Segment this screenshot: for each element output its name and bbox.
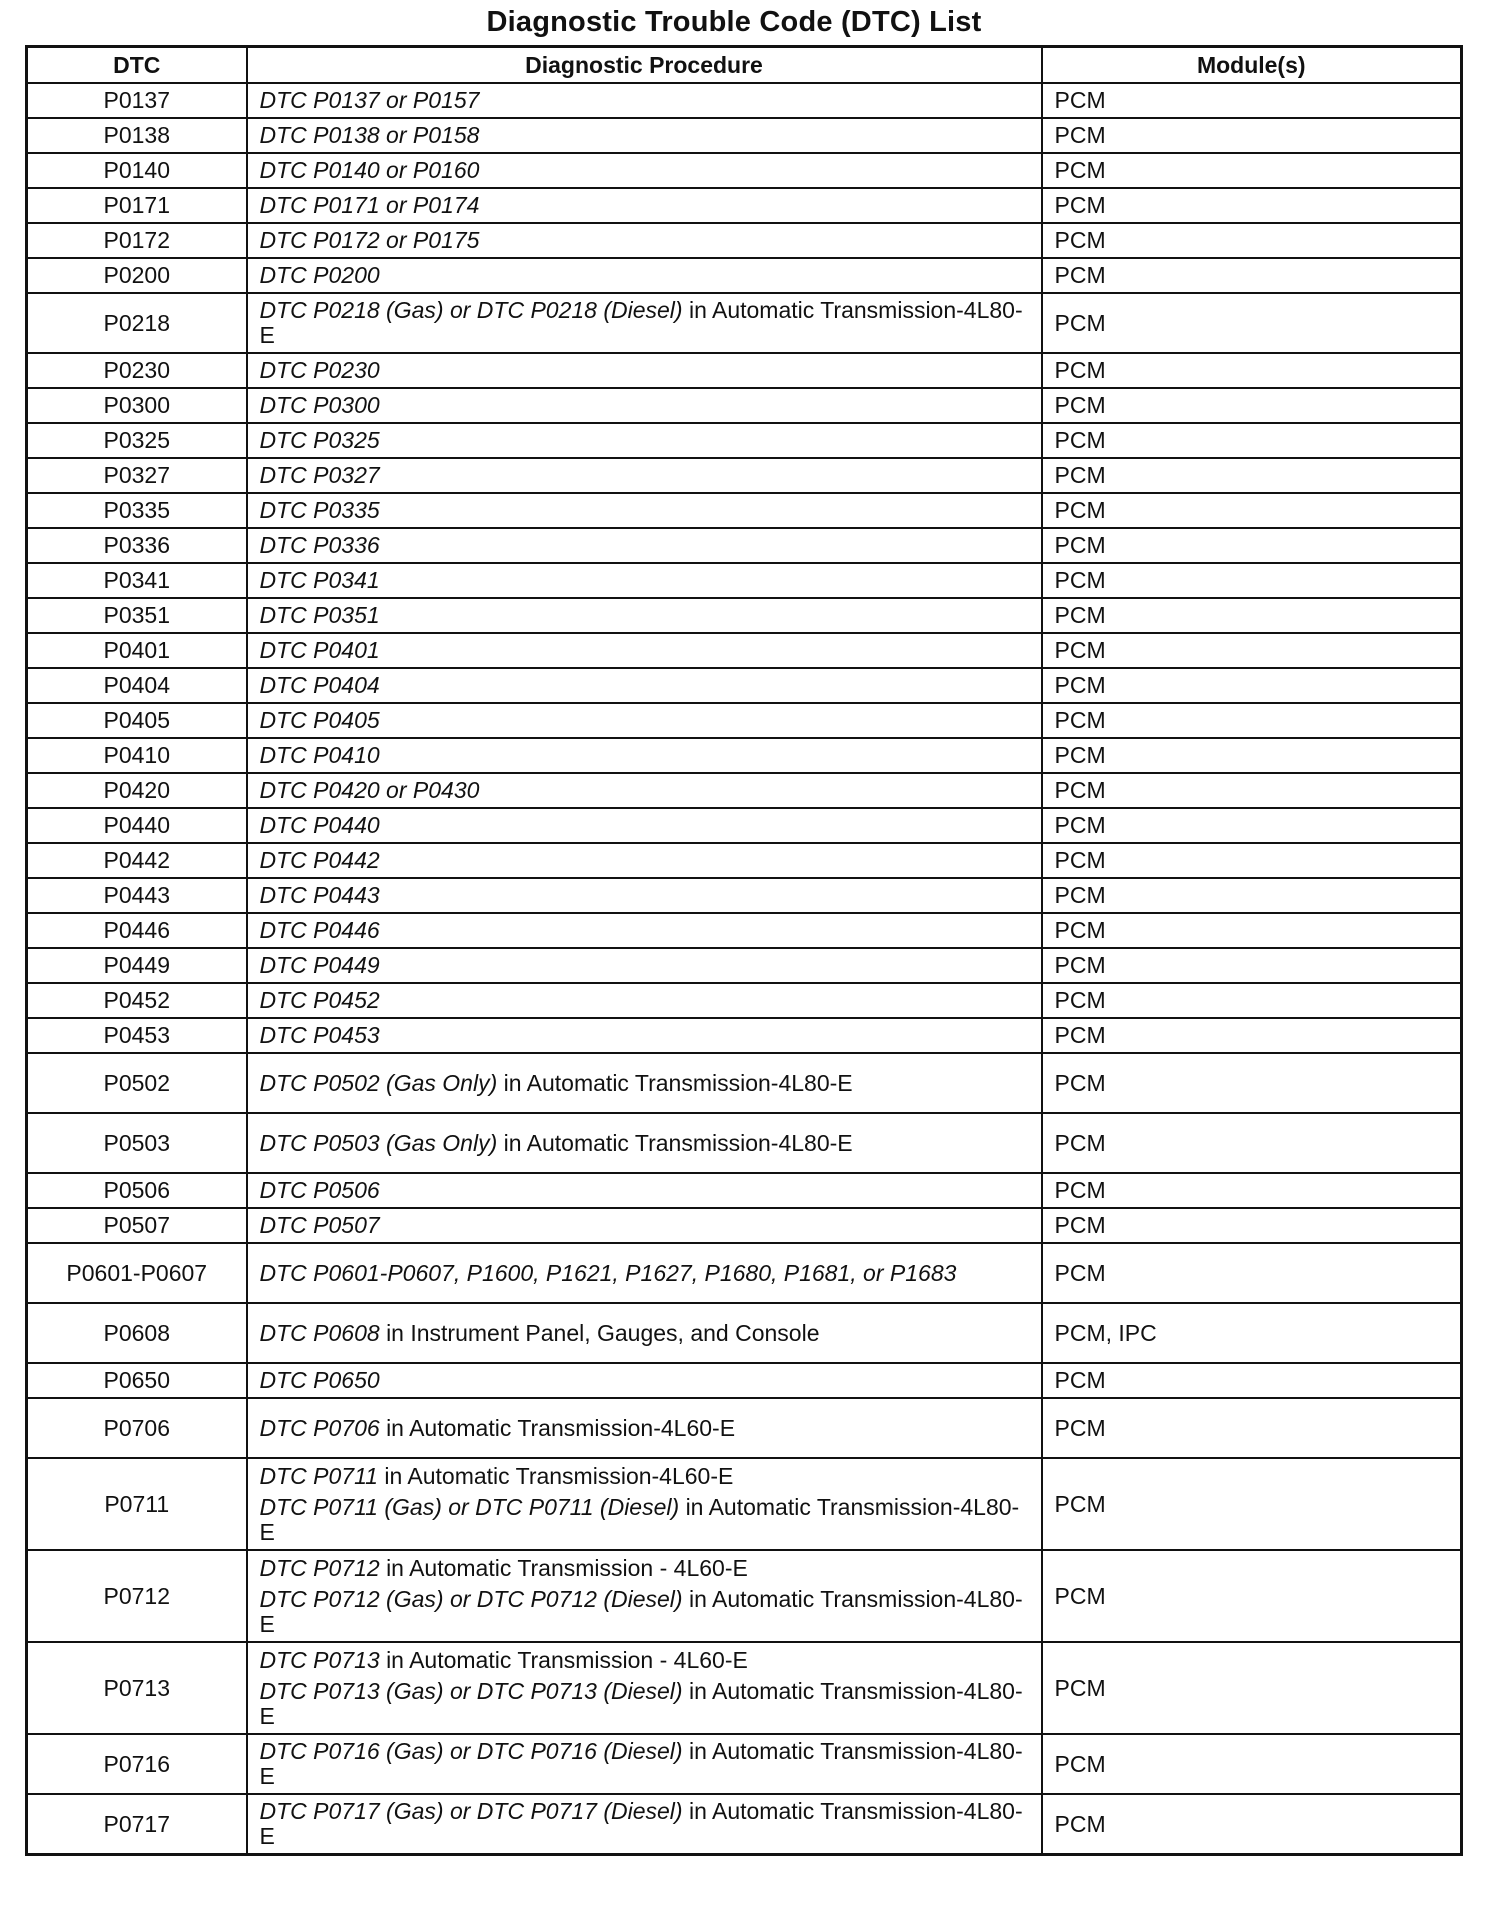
procedure-entry (260, 1587, 1029, 1637)
procedure-reference: DTC P0138 or P0158 (259, 122, 480, 148)
dtc-code-cell: P0325 (27, 423, 247, 458)
procedure-entry (260, 1739, 1029, 1789)
table-row (27, 1550, 1462, 1642)
table-row (27, 598, 1462, 633)
procedure-cell (247, 353, 1042, 388)
dtc-code-cell: P0506 (27, 1173, 247, 1208)
procedure-reference: DTC P0336 (259, 532, 380, 558)
dtc-code-cell: P0401 (27, 633, 247, 668)
module-cell: PCM (1042, 843, 1462, 878)
procedure-reference: DTC P0503 (Gas Only) (259, 1129, 498, 1156)
dtc-code-cell: P0420 (27, 773, 247, 808)
module-cell: PCM (1042, 388, 1462, 423)
table-row (27, 1458, 1462, 1550)
procedure-cell (247, 598, 1042, 633)
procedure-entry (260, 193, 1029, 218)
module-cell: PCM (1042, 983, 1462, 1018)
procedure-location: in Automatic Transmission-4L80-E (503, 1069, 853, 1096)
procedure-cell (247, 423, 1042, 458)
procedure-entry (260, 1556, 1029, 1581)
dtc-code-cell: P0442 (27, 843, 247, 878)
procedure-reference: DTC P0453 (259, 1022, 380, 1048)
table-row (27, 423, 1462, 458)
table-row (27, 878, 1462, 913)
procedure-entry (260, 498, 1029, 523)
procedure-entry (260, 848, 1029, 873)
dtc-code-cell: P0351 (27, 598, 247, 633)
module-cell: PCM (1042, 1053, 1462, 1113)
procedure-reference: DTC P0446 (259, 917, 380, 943)
procedure-entry (260, 533, 1029, 558)
procedure-entry (260, 1131, 1029, 1156)
procedure-cell (247, 493, 1042, 528)
module-cell: PCM (1042, 1550, 1462, 1642)
procedure-reference: DTC P0601-P0607, P1600, P1621, P1627, P1680, P1681, or P1683 (259, 1259, 957, 1286)
procedure-entry (260, 1495, 1029, 1545)
module-cell: PCM (1042, 1243, 1462, 1303)
table-header-row (27, 47, 1462, 84)
module-cell: PCM (1042, 1734, 1462, 1794)
module-cell: PCM (1042, 258, 1462, 293)
module-cell: PCM (1042, 353, 1462, 388)
procedure-cell (247, 948, 1042, 983)
procedure-reference: DTC P0502 (Gas Only) (259, 1069, 498, 1096)
procedure-entry (260, 228, 1029, 253)
dtc-code-cell: P0449 (27, 948, 247, 983)
dtc-code-cell: P0140 (27, 153, 247, 188)
module-cell: PCM (1042, 1018, 1462, 1053)
procedure-reference: DTC P0300 (259, 392, 380, 418)
procedure-entry (260, 568, 1029, 593)
dtc-code-cell: P0405 (27, 703, 247, 738)
procedure-entry (260, 778, 1029, 803)
procedure-cell (247, 703, 1042, 738)
dtc-code-cell: P0172 (27, 223, 247, 258)
table-row (27, 1642, 1462, 1734)
procedure-entry (260, 1648, 1029, 1673)
procedure-entry (260, 263, 1029, 288)
procedure-cell (247, 388, 1042, 423)
dtc-code-cell: P0453 (27, 1018, 247, 1053)
table-row (27, 808, 1462, 843)
module-cell: PCM (1042, 118, 1462, 153)
dtc-code-cell: P0716 (27, 1734, 247, 1794)
module-cell: PCM (1042, 1398, 1462, 1458)
procedure-entry (260, 1679, 1029, 1729)
dtc-code-cell: P0601-P0607 (27, 1243, 247, 1303)
dtc-code-cell: P0502 (27, 1053, 247, 1113)
module-cell: PCM (1042, 1458, 1462, 1550)
procedure-cell (247, 1550, 1042, 1642)
procedure-reference: DTC P0405 (259, 707, 380, 733)
procedure-entry (260, 918, 1029, 943)
table-row (27, 293, 1462, 353)
module-cell: PCM (1042, 458, 1462, 493)
dtc-code-cell: P0300 (27, 388, 247, 423)
procedure-reference: DTC P0218 (Gas) or DTC P0218 (Diesel) (259, 297, 683, 323)
module-cell: PCM (1042, 188, 1462, 223)
dtc-code-cell: P0717 (27, 1794, 247, 1855)
procedure-reference: DTC P0716 (Gas) or DTC P0716 (Diesel) (259, 1738, 683, 1764)
module-cell: PCM (1042, 293, 1462, 353)
table-row (27, 843, 1462, 878)
table-row (27, 773, 1462, 808)
procedure-reference: DTC P0404 (259, 672, 380, 698)
procedure-cell (247, 983, 1042, 1018)
procedure-cell (247, 1243, 1042, 1303)
dtc-code-cell: P0327 (27, 458, 247, 493)
procedure-reference: DTC P0171 or P0174 (259, 192, 480, 218)
table-row (27, 913, 1462, 948)
table-row (27, 1398, 1462, 1458)
procedure-entry (260, 953, 1029, 978)
procedure-reference: DTC P0711 (259, 1462, 378, 1489)
module-cell: PCM (1042, 83, 1462, 118)
table-row (27, 1113, 1462, 1173)
module-cell: PCM (1042, 668, 1462, 703)
procedure-cell (247, 913, 1042, 948)
procedure-entry (260, 1213, 1029, 1238)
table-body (27, 83, 1462, 1855)
procedure-reference: DTC P0506 (259, 1177, 380, 1203)
procedure-cell (247, 1363, 1042, 1398)
table-row (27, 1053, 1462, 1113)
table-row (27, 563, 1462, 598)
procedure-cell (247, 1734, 1042, 1794)
procedure-entry (260, 428, 1029, 453)
table-row (27, 738, 1462, 773)
table-row (27, 1018, 1462, 1053)
procedure-entry (260, 158, 1029, 183)
procedure-entry (260, 603, 1029, 628)
module-cell: PCM, IPC (1042, 1303, 1462, 1363)
table-row (27, 668, 1462, 703)
procedure-reference: DTC P0712 (259, 1554, 380, 1581)
dtc-code-cell: P0200 (27, 258, 247, 293)
procedure-entry (260, 673, 1029, 698)
procedure-entry (260, 1178, 1029, 1203)
dtc-code-cell: P0503 (27, 1113, 247, 1173)
table-row (27, 223, 1462, 258)
dtc-code-cell: P0218 (27, 293, 247, 353)
procedure-location: in Instrument Panel, Gauges, and Console (386, 1319, 820, 1346)
procedure-entry (260, 1368, 1029, 1393)
dtc-code-cell: P0446 (27, 913, 247, 948)
procedure-location: in Automatic Transmission-4L80-E (259, 1493, 1020, 1545)
dtc-code-cell: P0650 (27, 1363, 247, 1398)
dtc-code-cell: P0713 (27, 1642, 247, 1734)
procedure-entry (260, 1416, 1029, 1441)
procedure-reference: DTC P0140 or P0160 (259, 157, 480, 183)
procedure-cell (247, 1113, 1042, 1173)
module-cell: PCM (1042, 563, 1462, 598)
dtc-code-cell: P0443 (27, 878, 247, 913)
procedure-reference: DTC P0410 (259, 742, 380, 768)
procedure-reference: DTC P0608 (259, 1319, 380, 1346)
procedure-location: in Automatic Transmission - 4L60-E (386, 1646, 748, 1673)
table-row (27, 83, 1462, 118)
procedure-cell (247, 293, 1042, 353)
table-row (27, 1243, 1462, 1303)
procedure-reference: DTC P0449 (259, 952, 380, 978)
procedure-reference: DTC P0507 (259, 1212, 380, 1238)
dtc-code-cell: P0336 (27, 528, 247, 563)
dtc-code-cell: P0711 (27, 1458, 247, 1550)
page-title: Diagnostic Trouble Code (DTC) List (486, 6, 982, 38)
module-cell: PCM (1042, 878, 1462, 913)
module-cell: PCM (1042, 1113, 1462, 1173)
procedure-entry (260, 883, 1029, 908)
procedure-location: in Automatic Transmission-4L60-E (386, 1414, 736, 1441)
procedure-reference: DTC P0713 (Gas) or DTC P0713 (Diesel) (259, 1677, 683, 1704)
procedure-reference: DTC P0712 (Gas) or DTC P0712 (Diesel) (259, 1585, 683, 1612)
procedure-location: in Automatic Transmission-4L80-E (503, 1129, 853, 1156)
procedure-entry (260, 1261, 1029, 1286)
procedure-cell (247, 153, 1042, 188)
module-cell: PCM (1042, 153, 1462, 188)
module-cell: PCM (1042, 1173, 1462, 1208)
dtc-code-cell: P0137 (27, 83, 247, 118)
module-cell: PCM (1042, 773, 1462, 808)
procedure-reference: DTC P0335 (259, 497, 380, 523)
table-row (27, 948, 1462, 983)
procedure-cell (247, 1794, 1042, 1855)
dtc-code-cell: P0507 (27, 1208, 247, 1243)
procedure-cell (247, 1053, 1042, 1113)
procedure-reference: DTC P0443 (259, 882, 380, 908)
table-row (27, 703, 1462, 738)
procedure-location: in Automatic Transmission - 4L60-E (386, 1554, 748, 1581)
module-cell: PCM (1042, 1363, 1462, 1398)
header-procedure: Diagnostic Procedure (247, 47, 1042, 84)
procedure-reference: DTC P0706 (259, 1414, 380, 1441)
procedure-entry (260, 1321, 1029, 1346)
procedure-reference: DTC P0325 (259, 427, 380, 453)
procedure-location: in Automatic Transmission-4L80-E (259, 1677, 1023, 1729)
procedure-cell (247, 223, 1042, 258)
table-row (27, 633, 1462, 668)
procedure-cell (247, 1398, 1042, 1458)
module-cell: PCM (1042, 703, 1462, 738)
procedure-cell (247, 843, 1042, 878)
module-cell: PCM (1042, 223, 1462, 258)
module-cell: PCM (1042, 913, 1462, 948)
procedure-entry (260, 743, 1029, 768)
procedure-cell (247, 738, 1042, 773)
procedure-cell (247, 258, 1042, 293)
procedure-entry (260, 463, 1029, 488)
procedure-reference: DTC P0341 (259, 567, 380, 593)
table-row (27, 528, 1462, 563)
procedure-reference: DTC P0230 (259, 357, 380, 383)
module-cell: PCM (1042, 1208, 1462, 1243)
procedure-reference: DTC P0172 or P0175 (259, 227, 480, 253)
module-cell: PCM (1042, 1794, 1462, 1855)
procedure-reference: DTC P0137 or P0157 (259, 87, 480, 113)
table-row (27, 118, 1462, 153)
dtc-code-cell: P0138 (27, 118, 247, 153)
procedure-cell (247, 563, 1042, 598)
procedure-cell (247, 668, 1042, 703)
procedure-entry (260, 88, 1029, 113)
procedure-entry (260, 358, 1029, 383)
table-row (27, 153, 1462, 188)
procedure-cell (247, 808, 1042, 843)
module-cell: PCM (1042, 528, 1462, 563)
procedure-cell (247, 83, 1042, 118)
procedure-entry (260, 1071, 1029, 1096)
dtc-code-cell: P0230 (27, 353, 247, 388)
table-row (27, 188, 1462, 223)
procedure-cell (247, 458, 1042, 493)
table-row (27, 1208, 1462, 1243)
table-row (27, 1303, 1462, 1363)
procedure-cell (247, 118, 1042, 153)
procedure-entry (260, 1023, 1029, 1048)
procedure-entry (260, 298, 1029, 348)
table-row (27, 1794, 1462, 1855)
dtc-code-cell: P0171 (27, 188, 247, 223)
procedure-cell (247, 528, 1042, 563)
module-cell: PCM (1042, 808, 1462, 843)
module-cell: PCM (1042, 1642, 1462, 1734)
procedure-location: in Automatic Transmission-4L80-E (259, 1585, 1023, 1637)
procedure-cell (247, 1018, 1042, 1053)
dtc-table (25, 45, 1463, 1856)
table-row (27, 258, 1462, 293)
module-cell: PCM (1042, 493, 1462, 528)
module-cell: PCM (1042, 633, 1462, 668)
procedure-reference: DTC P0327 (259, 462, 380, 488)
header-dtc: DTC (27, 47, 247, 84)
module-cell: PCM (1042, 738, 1462, 773)
procedure-entry (260, 638, 1029, 663)
dtc-code-cell: P0452 (27, 983, 247, 1018)
procedure-reference: DTC P0442 (259, 847, 380, 873)
procedure-entry (260, 1464, 1029, 1489)
procedure-cell (247, 773, 1042, 808)
procedure-entry (260, 1799, 1029, 1849)
table-row (27, 1734, 1462, 1794)
dtc-code-cell: P0335 (27, 493, 247, 528)
procedure-location: in Automatic Transmission-4L80-E (259, 1738, 1023, 1789)
module-cell: PCM (1042, 598, 1462, 633)
procedure-reference: DTC P0717 (Gas) or DTC P0717 (Diesel) (259, 1798, 683, 1824)
table-row (27, 1173, 1462, 1208)
procedure-entry (260, 123, 1029, 148)
procedure-location: in Automatic Transmission-4L80-E (259, 297, 1023, 348)
table-row (27, 458, 1462, 493)
table-row (27, 353, 1462, 388)
dtc-code-cell: P0706 (27, 1398, 247, 1458)
dtc-code-cell: P0404 (27, 668, 247, 703)
module-cell: PCM (1042, 423, 1462, 458)
procedure-cell (247, 1208, 1042, 1243)
procedure-reference: DTC P0452 (259, 987, 380, 1013)
table-row (27, 388, 1462, 423)
procedure-reference: DTC P0440 (259, 812, 380, 838)
procedure-cell (247, 1173, 1042, 1208)
procedure-entry (260, 393, 1029, 418)
procedure-reference: DTC P0401 (259, 637, 380, 663)
module-cell: PCM (1042, 948, 1462, 983)
procedure-reference: DTC P0200 (259, 262, 380, 288)
table-row (27, 983, 1462, 1018)
procedure-reference: DTC P0351 (259, 602, 380, 628)
dtc-code-cell: P0440 (27, 808, 247, 843)
dtc-code-cell: P0410 (27, 738, 247, 773)
procedure-reference: DTC P0713 (259, 1646, 380, 1673)
dtc-code-cell: P0341 (27, 563, 247, 598)
header-modules: Module(s) (1042, 47, 1462, 84)
procedure-cell (247, 188, 1042, 223)
procedure-reference: DTC P0650 (259, 1367, 380, 1393)
procedure-location: in Automatic Transmission-4L80-E (259, 1798, 1023, 1849)
procedure-cell (247, 1458, 1042, 1550)
procedure-cell (247, 878, 1042, 913)
table-row (27, 1363, 1462, 1398)
dtc-code-cell: P0712 (27, 1550, 247, 1642)
procedure-cell (247, 1303, 1042, 1363)
table-row (27, 493, 1462, 528)
procedure-reference: DTC P0711 (Gas) or DTC P0711 (Diesel) (259, 1493, 680, 1520)
dtc-code-cell: P0608 (27, 1303, 247, 1363)
procedure-entry (260, 813, 1029, 838)
procedure-cell (247, 633, 1042, 668)
procedure-location: in Automatic Transmission-4L60-E (384, 1462, 734, 1489)
procedure-entry (260, 988, 1029, 1013)
procedure-cell (247, 1642, 1042, 1734)
procedure-reference: DTC P0420 or P0430 (259, 777, 480, 803)
procedure-entry (260, 708, 1029, 733)
